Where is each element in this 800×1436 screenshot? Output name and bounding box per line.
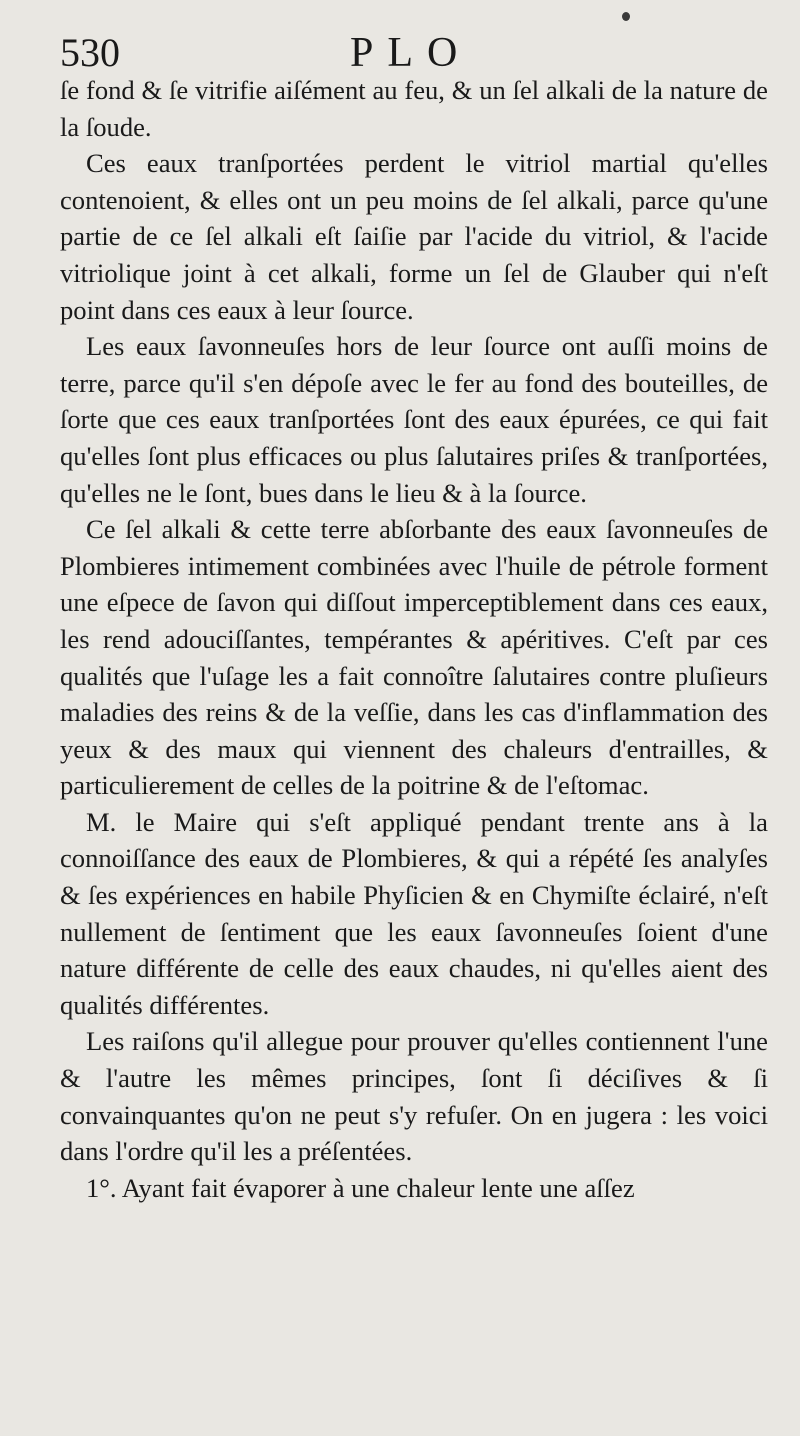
ink-speck: [622, 12, 630, 21]
paragraph: Les eaux ſavonneuſes hors de leur ſource ont auſſi moins de terre, parce qu'il s'en dépoſe avec le fer au fond des bouteilles, de ſorte que ces eaux tranſportées ſont des eaux épurées, ce qui fait qu'elles ſont plus efficaces ou plus ſalutaires priſes & tranſportées, qu'elles ne le ſont, bues dans le lieu & à la ſource.: [60, 331, 768, 508]
paragraph: Ce ſel alkali & cette terre abſorbante des eaux ſavonneuſes de Plombieres intimement combinées avec l'huile de pétrole forment une eſpece de ſavon qui diſſout imperceptiblement dans ces eaux, les rend adouciſſantes, tempérantes & apéritives. C'eſt par ces qualités que l'uſage les a fait connoître ſalutaires contre pluſieurs maladies des reins & de la veſſie, dans les cas d'inflammation des yeux & des maux qui viennent des chaleurs d'entrailles, & particulierement de celles de la poitrine & de l'eſtomac.: [60, 514, 768, 801]
running-head: PLO: [350, 30, 472, 76]
page-header: [60, 28, 780, 78]
body-text: [60, 72, 768, 1206]
paragraph: Les raiſons qu'il allegue pour prouver qu'elles contiennent l'une & l'autre les mêmes principes, ſont ſi déciſives & ſi convainquantes qu'on ne peut s'y refuſer. On en jugera : les voici dans l'ordre qu'il les a préſentées.: [60, 1026, 768, 1167]
paragraph: M. le Maire qui s'eſt appliqué pendant trente ans à la connoiſſance des eaux de Plombieres, & qui a répété ſes analyſes & ſes expériences en habile Phyſicien & en Chymiſte éclairé, n'eſt nullement de ſentiment que les eaux ſavonneuſes ſoient d'une nature différente de celle des eaux chaudes, ni qu'elles aient des qualités différentes.: [60, 806, 768, 1020]
paragraph: ſe fond & ſe vitrifie aiſément au feu, & un ſel alkali de la nature de la ſoude.: [60, 75, 768, 142]
paragraph: Ces eaux tranſportées perdent le vitriol martial qu'elles contenoient, & elles ont un peu moins de ſel alkali, parce qu'une partie de ce ſel alkali eſt ſaiſie par l'acide du vitriol, & l'acide vitriolique joint à cet alkali, forme un ſel de Glauber qui n'eſt point dans ces eaux à leur ſource.: [60, 148, 768, 325]
paragraph: 1°. Ayant fait évaporer à une chaleur lente une aſſez: [86, 1172, 635, 1203]
page-number: 530: [60, 30, 120, 75]
